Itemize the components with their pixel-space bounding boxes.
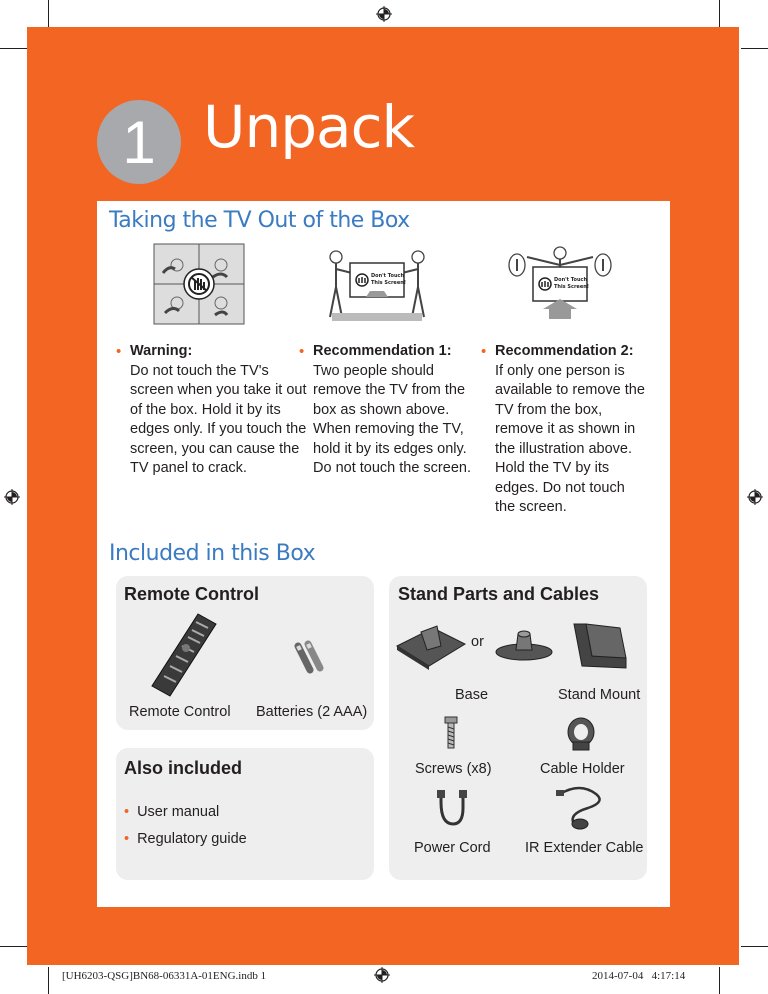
batteries-icon	[294, 640, 328, 676]
registration-mark-icon	[374, 967, 390, 983]
crop-mark	[719, 0, 720, 27]
power-cord-icon	[433, 790, 467, 828]
step-number-badge: 1	[97, 100, 181, 184]
also-included-title: Also included	[124, 758, 243, 778]
stand-parts-title: Stand Parts and Cables	[398, 584, 600, 604]
or-text: or	[471, 634, 484, 650]
bullet-icon: •	[116, 343, 122, 360]
svg-text:Don't Touch: Don't Touch	[554, 277, 588, 283]
ir-extender-label: IR Extender Cable	[525, 840, 644, 856]
registration-mark-icon	[376, 6, 392, 22]
crop-mark	[741, 946, 768, 947]
footer-date: 2014-07-04 4:17:14	[592, 970, 686, 982]
column-heading: Recommendation 2:	[495, 343, 634, 359]
crop-mark	[48, 0, 49, 27]
column-body: Do not touch the TV's screen when you take it out of the box. Hold it by its edges only. If you touch the screen, you can cause the TV panel to crack.	[130, 362, 307, 476]
bullet-icon: •	[481, 343, 487, 360]
registration-mark-icon	[4, 489, 20, 505]
cable-holder-label: Cable Holder	[540, 761, 625, 777]
remote-control-label: Remote Control	[129, 704, 231, 720]
column-heading: Warning:	[130, 343, 193, 359]
two-people-illustration	[322, 243, 432, 331]
base-label: Base	[455, 687, 489, 703]
dont-touch-screen-illustration	[153, 243, 245, 325]
registration-mark-icon	[747, 489, 763, 505]
svg-text:Don't Touch: Don't Touch	[371, 273, 405, 279]
crop-mark	[719, 967, 720, 994]
recommendation-1-column	[299, 342, 473, 479]
column-heading: Recommendation 1:	[313, 343, 452, 359]
one-person-illustration	[505, 243, 615, 321]
list-item	[124, 804, 219, 820]
list-item	[124, 831, 247, 847]
section-title-taking-out: Taking the TV Out of the Box	[109, 208, 410, 233]
round-base-icon	[494, 624, 554, 662]
crop-mark	[0, 946, 27, 947]
page-title: Unpack	[203, 93, 415, 161]
bullet-icon: •	[299, 343, 305, 360]
crop-mark	[0, 48, 27, 49]
power-cord-label: Power Cord	[414, 840, 491, 856]
footer-filename: [UH6203-QSG]BN68-06331A-01ENG.indb 1	[62, 970, 267, 982]
section-title-included: Included in this Box	[109, 541, 316, 566]
svg-text:This Screen!: This Screen!	[371, 280, 407, 286]
screw-icon	[443, 716, 459, 750]
ir-extender-cable-icon	[556, 784, 606, 832]
base-plate-icon	[393, 616, 469, 674]
crop-mark	[741, 48, 768, 49]
list-item-label: User manual	[137, 804, 220, 820]
column-body: Two people should remove the TV from the box as shown above. When removing the TV, hold it by its edges only. Do not touch the screen.	[313, 362, 471, 476]
screws-label: Screws (x8)	[415, 761, 492, 777]
crop-mark	[48, 967, 49, 994]
bullet-icon: •	[124, 831, 130, 847]
warning-column	[116, 342, 308, 479]
list-item-label: Regulatory guide	[137, 831, 247, 847]
recommendation-2-column	[481, 342, 645, 518]
cable-holder-icon	[565, 716, 597, 752]
bullet-icon: •	[124, 804, 130, 820]
stand-mount-label: Stand Mount	[558, 687, 641, 703]
column-body: If only one person is available to remove the TV from the box, remove it as shown in the illustration above. Hold the TV by its edges. Do not touch the screen.	[495, 362, 645, 515]
batteries-label: Batteries (2 AAA)	[256, 704, 368, 720]
svg-text:This Screen!: This Screen!	[554, 284, 590, 290]
remote-control-icon	[148, 612, 218, 698]
remote-card-title: Remote Control	[124, 584, 259, 604]
stand-mount-icon	[568, 620, 630, 670]
